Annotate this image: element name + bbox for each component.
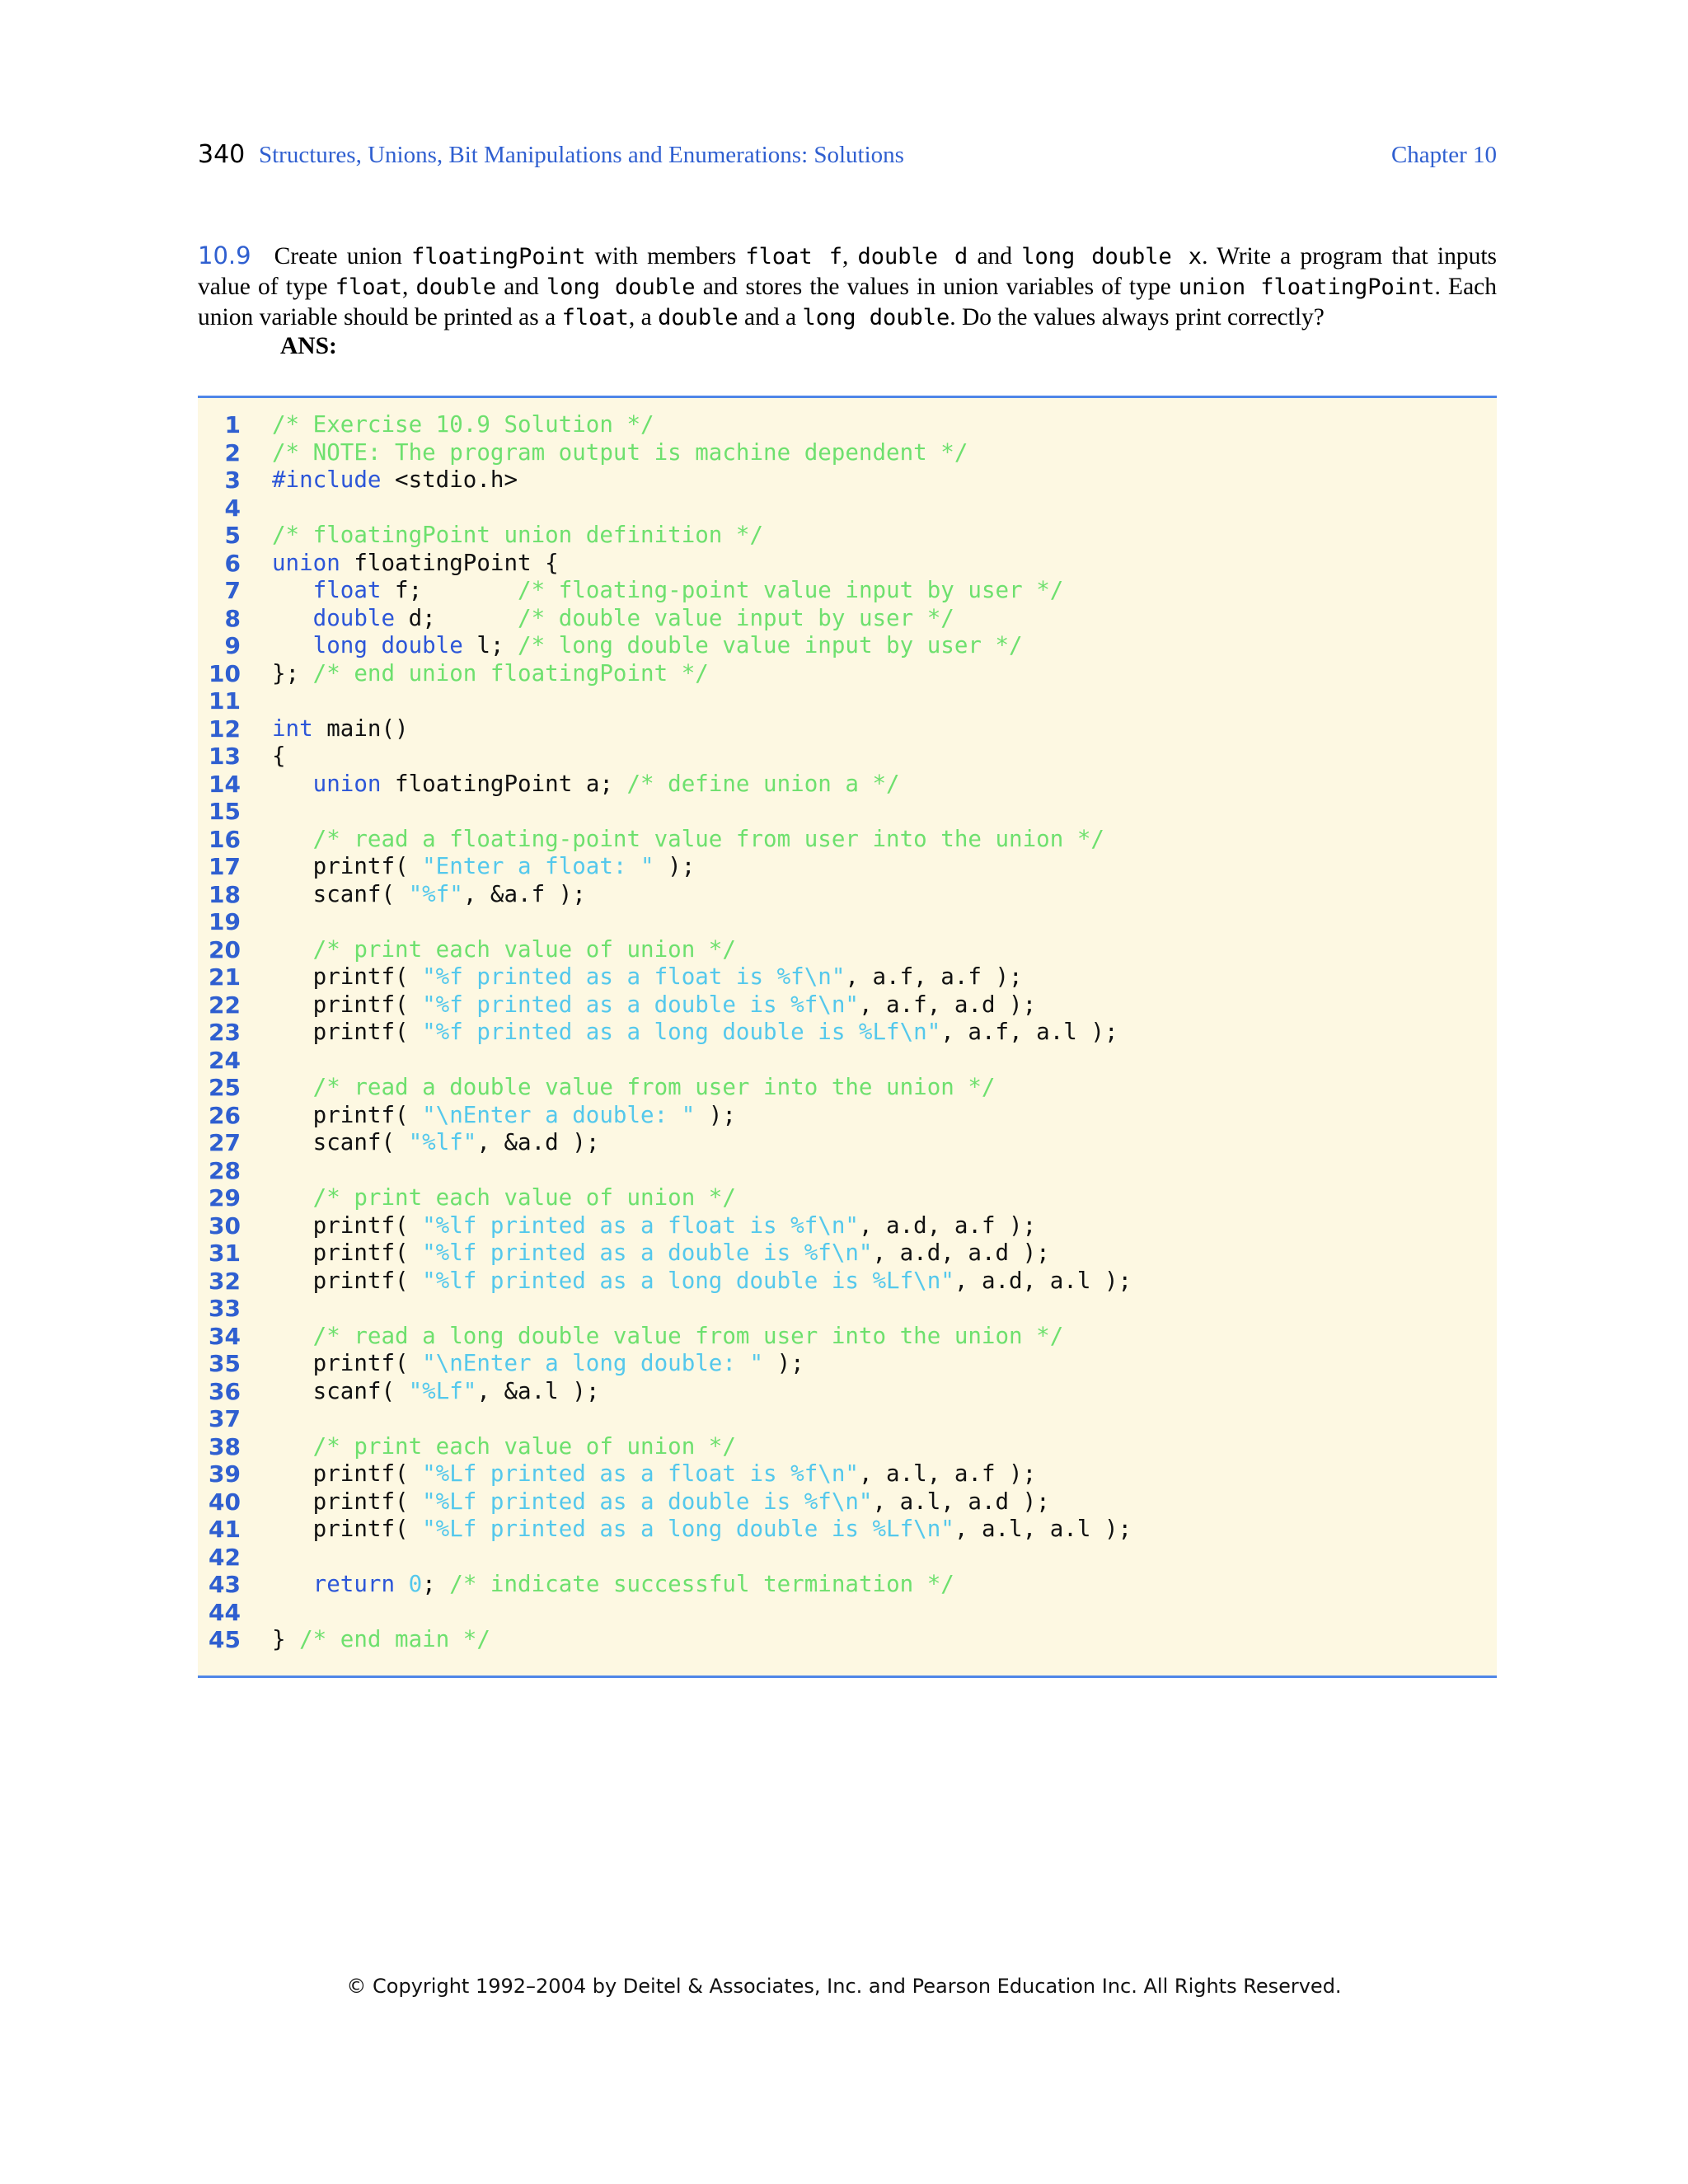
code-token-plain: d;	[395, 604, 518, 631]
code-token-keyword: union	[312, 770, 382, 797]
code-line	[198, 605, 1497, 633]
code-line	[198, 1433, 1497, 1461]
exercise-number: 10.9	[198, 241, 251, 269]
code-token-comment: /* read a long double value from user into the union */	[312, 1322, 1064, 1349]
inline-code: float f	[745, 244, 842, 269]
inline-code: double	[415, 274, 497, 300]
code-line	[198, 936, 1497, 964]
line-number: 25	[209, 1074, 241, 1101]
code-token-plain: );	[695, 1101, 736, 1128]
code-token-plain: printf(	[272, 1460, 423, 1487]
code-line	[198, 577, 1497, 605]
code-token-plain: printf(	[272, 991, 423, 1018]
line-number: 24	[209, 1046, 241, 1074]
code-token-comment: /* print each value of union */	[312, 1184, 736, 1211]
code-text	[272, 715, 409, 743]
code-token-plain: , &a.d );	[476, 1129, 600, 1155]
code-token-comment: /* floatingPoint union definition */	[272, 522, 764, 548]
code-line	[198, 963, 1497, 991]
inline-code: floatingPoint	[411, 244, 586, 269]
code-token-keyword: int	[272, 715, 313, 742]
line-number: 26	[209, 1101, 241, 1129]
code-token-plain: , a.f, a.d );	[858, 991, 1037, 1018]
code-token-comment: /* floating-point value input by user */	[518, 577, 1064, 603]
code-token-keyword: return	[312, 1571, 396, 1597]
code-token-plain: printf(	[272, 1019, 423, 1045]
code-token-string: "%Lf printed as a double is %f\n"	[422, 1488, 873, 1515]
line-number: 40	[209, 1488, 241, 1516]
code-token-string: "%Lf printed as a float is %f\n"	[422, 1460, 859, 1487]
code-token-plain: , a.l, a.f );	[858, 1460, 1037, 1487]
prose-text: ,	[401, 274, 416, 300]
line-number: 28	[209, 1156, 241, 1184]
line-number: 42	[209, 1543, 241, 1571]
code-text	[272, 1019, 1118, 1047]
code-text	[272, 743, 286, 771]
code-token-plain	[272, 771, 313, 797]
code-token-plain: scanf(	[272, 1129, 409, 1155]
code-token-plain: main()	[312, 715, 409, 742]
code-token-plain: , a.f, a.l );	[940, 1019, 1118, 1045]
code-token-plain: };	[272, 659, 313, 687]
code-token-string: "%lf printed as a float is %f\n"	[422, 1212, 859, 1239]
inline-code: long double x	[1021, 244, 1203, 269]
code-line	[198, 1295, 1497, 1323]
code-token-comment: /* read a floating-point value from user into the union */	[312, 825, 1104, 852]
code-token-keyword: #include	[272, 466, 382, 493]
exercise-text	[198, 243, 1497, 330]
code-token-plain: }	[272, 1626, 300, 1652]
line-number: 21	[209, 963, 241, 991]
code-token-plain: printf(	[272, 853, 423, 879]
line-number: 16	[209, 825, 241, 853]
code-line	[198, 1157, 1497, 1185]
line-number: 41	[209, 1516, 241, 1543]
inline-code: union floatingPoint	[1178, 274, 1435, 300]
code-line	[198, 1571, 1497, 1599]
line-number: 15	[209, 798, 241, 825]
running-title: Structures, Unions, Bit Manipulations and Enumerations: Solutions	[259, 142, 904, 168]
code-line	[198, 991, 1497, 1019]
code-token-string: "%lf printed as a double is %f\n"	[422, 1240, 873, 1266]
code-line	[198, 1184, 1497, 1212]
code-line	[198, 1405, 1497, 1433]
code-token-plain: );	[654, 853, 696, 879]
code-text	[272, 660, 709, 688]
code-line	[198, 1212, 1497, 1240]
code-token-plain	[395, 1571, 409, 1597]
code-token-string: "%Lf"	[408, 1377, 477, 1404]
code-text	[272, 1350, 804, 1378]
line-number: 37	[209, 1405, 241, 1432]
code-token-string: "%Lf printed as a long double is %Lf\n"	[422, 1516, 954, 1542]
line-number: 44	[209, 1598, 241, 1626]
code-token-plain: , a.d, a.d );	[872, 1240, 1050, 1266]
code-token-keyword: long double	[312, 632, 463, 658]
prose-text: . Each union variable should be printed as a	[198, 274, 1498, 330]
code-line	[198, 715, 1497, 743]
code-token-string: "\nEnter a long double: "	[422, 1350, 764, 1376]
code-line	[198, 632, 1497, 660]
code-text	[272, 1129, 599, 1157]
code-text	[272, 1516, 1132, 1544]
code-token-plain: printf(	[272, 1350, 423, 1376]
code-token-comment: /* read a double value from user into the union */	[312, 1074, 996, 1100]
inline-code: long double	[546, 274, 696, 300]
code-line	[198, 743, 1497, 771]
code-text	[272, 1488, 1050, 1516]
line-number: 36	[209, 1377, 241, 1405]
code-token-plain: printf(	[272, 1101, 423, 1128]
code-token-plain: , a.l, a.l );	[954, 1516, 1132, 1542]
line-number: 17	[209, 853, 241, 880]
code-token-number: 0	[408, 1571, 423, 1597]
code-token-plain: );	[763, 1350, 804, 1376]
code-token-plain: printf(	[272, 1488, 423, 1515]
code-text	[272, 1323, 1063, 1351]
line-number: 33	[209, 1295, 241, 1322]
code-line	[198, 908, 1497, 936]
code-token-plain: printf(	[272, 1240, 423, 1266]
line-number: 27	[209, 1129, 241, 1156]
code-token-plain: {	[272, 743, 286, 769]
prose-text: Create union	[274, 243, 412, 269]
line-number: 30	[209, 1212, 241, 1240]
code-token-comment: /* end union floatingPoint */	[312, 659, 709, 687]
code-token-plain: floatingPoint a;	[381, 770, 627, 797]
code-text	[272, 550, 559, 578]
code-token-plain	[272, 936, 313, 963]
code-token-plain	[272, 1184, 313, 1211]
line-number: 20	[209, 935, 241, 963]
prose-text: with members	[585, 243, 746, 269]
code-text	[272, 1184, 736, 1212]
line-number: 38	[209, 1432, 241, 1460]
code-token-plain: floatingPoint {	[340, 549, 559, 576]
code-token-plain	[272, 605, 313, 631]
line-number: 9	[224, 632, 241, 659]
line-number: 7	[224, 577, 241, 604]
code-line	[198, 771, 1497, 799]
code-text	[272, 411, 654, 439]
code-token-comment: /* print each value of union */	[312, 1432, 736, 1460]
line-number: 18	[209, 880, 241, 908]
code-token-string: "%f printed as a long double is %Lf\n"	[422, 1019, 941, 1045]
code-lines	[198, 411, 1497, 1654]
prose-text: and	[968, 243, 1022, 269]
code-text	[272, 771, 900, 799]
line-number: 39	[209, 1460, 241, 1488]
code-text	[272, 605, 954, 633]
code-token-plain: f;	[381, 577, 518, 603]
line-number: 11	[209, 687, 241, 715]
code-line	[198, 826, 1497, 854]
running-header	[198, 140, 1497, 176]
code-line	[198, 1102, 1497, 1130]
code-token-comment: /* double value input by user */	[518, 604, 954, 631]
code-text	[272, 577, 1063, 605]
prose-text: . Write a program that inputs value of type	[198, 243, 1498, 300]
code-token-plain: , a.d, a.f );	[858, 1212, 1037, 1239]
code-line	[198, 1516, 1497, 1544]
page-number: 340	[198, 140, 246, 169]
line-number: 6	[224, 549, 241, 577]
code-token-plain: printf(	[272, 1267, 423, 1294]
code-token-plain: ;	[422, 1571, 450, 1597]
line-number: 13	[209, 743, 241, 770]
code-text	[272, 1240, 1050, 1268]
code-text	[272, 439, 968, 467]
code-token-plain: scanf(	[272, 880, 409, 907]
code-line	[198, 798, 1497, 826]
code-token-plain: printf(	[272, 1516, 423, 1542]
code-token-comment: /* print each value of union */	[312, 935, 736, 963]
code-text	[272, 881, 586, 909]
line-number: 5	[224, 522, 241, 549]
code-listing	[198, 396, 1497, 1678]
code-text	[272, 1460, 1036, 1488]
code-line	[198, 1129, 1497, 1157]
code-text	[272, 1268, 1132, 1296]
code-token-plain: scanf(	[272, 1377, 409, 1404]
prose-text: and stores the values in union variables of type	[695, 274, 1179, 300]
code-token-string: "%f"	[408, 880, 463, 907]
code-line	[198, 466, 1497, 494]
code-text	[272, 466, 518, 494]
line-number: 2	[224, 438, 241, 466]
line-number: 4	[224, 494, 241, 522]
code-token-plain: , a.f, a.f );	[845, 963, 1023, 990]
code-token-plain	[272, 1074, 313, 1100]
code-token-comment: /* define union a */	[626, 770, 900, 797]
code-token-plain: , &a.l );	[476, 1377, 600, 1404]
code-token-plain	[272, 1571, 313, 1597]
code-token-plain	[272, 577, 313, 603]
code-token-string: "%lf"	[408, 1129, 477, 1155]
code-token-comment: /* Exercise 10.9 Solution */	[272, 411, 654, 438]
code-text	[272, 1378, 599, 1406]
code-line	[198, 660, 1497, 688]
exercise-statement	[198, 241, 1497, 333]
inline-code: double	[658, 305, 738, 330]
chapter-label: Chapter 10	[1390, 142, 1497, 168]
line-number: 43	[209, 1571, 241, 1598]
line-number: 10	[209, 659, 241, 687]
code-text	[272, 1212, 1036, 1240]
inline-code: float	[335, 274, 402, 300]
code-text	[272, 936, 736, 964]
code-token-string: "%f printed as a double is %f\n"	[422, 991, 859, 1018]
code-token-plain	[272, 1323, 313, 1349]
code-line	[198, 1047, 1497, 1075]
code-line	[198, 522, 1497, 550]
code-token-plain	[272, 632, 313, 658]
line-number: 8	[224, 604, 241, 632]
prose-text: , a	[628, 304, 659, 330]
code-line	[198, 881, 1497, 909]
code-token-string: "%f printed as a float is %f\n"	[422, 963, 846, 990]
line-number: 3	[224, 466, 241, 494]
code-line	[198, 1599, 1497, 1627]
code-text	[272, 1433, 736, 1461]
code-line	[198, 411, 1497, 439]
code-token-plain: printf(	[272, 1212, 423, 1239]
line-number: 29	[209, 1184, 241, 1212]
code-token-plain: l;	[462, 632, 518, 658]
inline-code: long double	[802, 305, 950, 330]
code-line	[198, 1323, 1497, 1351]
code-text	[272, 853, 695, 881]
code-line	[198, 1350, 1497, 1378]
code-token-comment: /* NOTE: The program output is machine dependent */	[272, 438, 968, 466]
line-number: 34	[209, 1322, 241, 1350]
code-text	[272, 632, 1023, 660]
code-token-string: "%lf printed as a long double is %Lf\n"	[422, 1267, 954, 1294]
code-token-comment: /* end main */	[299, 1626, 490, 1652]
code-token-comment: /* long double value input by user */	[518, 632, 1023, 658]
line-number: 35	[209, 1350, 241, 1377]
code-line	[198, 687, 1497, 715]
code-line	[198, 1268, 1497, 1296]
line-number: 12	[209, 715, 241, 743]
code-text	[272, 826, 1104, 854]
line-number: 22	[209, 991, 241, 1019]
code-line	[198, 550, 1497, 578]
code-text	[272, 1571, 954, 1599]
code-line	[198, 1488, 1497, 1516]
code-text	[272, 963, 1023, 991]
code-token-comment: /* indicate successful termination */	[449, 1571, 954, 1597]
line-number: 19	[209, 908, 241, 935]
line-number: 23	[209, 1019, 241, 1046]
code-line	[198, 1544, 1497, 1572]
code-token-plain: <stdio.h>	[381, 466, 518, 493]
code-token-keyword: float	[312, 577, 382, 603]
code-token-plain: printf(	[272, 963, 423, 990]
code-line	[198, 494, 1497, 523]
code-text	[272, 522, 763, 550]
prose-text: ,	[842, 243, 858, 269]
code-line	[198, 439, 1497, 467]
prose-text: and a	[738, 304, 803, 330]
code-token-keyword: double	[312, 604, 396, 631]
line-number: 45	[209, 1626, 241, 1653]
code-line	[198, 1626, 1497, 1654]
code-line	[198, 1460, 1497, 1488]
code-text	[272, 1102, 736, 1130]
code-text	[272, 991, 1036, 1019]
code-token-plain: , a.d, a.l );	[954, 1267, 1132, 1294]
code-token-plain: , a.l, a.d );	[872, 1488, 1050, 1515]
line-number: 14	[209, 770, 241, 798]
inline-code: double d	[857, 244, 968, 269]
copyright-footer: © Copyright 1992–2004 by Deitel & Associates, Inc. and Pearson Education Inc. All Rights Reserved.	[346, 1975, 1342, 1998]
prose-text: and	[496, 274, 546, 300]
code-line	[198, 1019, 1497, 1047]
code-text	[272, 1626, 490, 1654]
prose-text: . Do the values always print correctly?	[950, 304, 1325, 330]
code-text	[272, 1074, 996, 1102]
code-line	[198, 853, 1497, 881]
code-token-string: "\nEnter a double: "	[422, 1101, 696, 1128]
inline-code: float	[561, 305, 629, 330]
code-line	[198, 1074, 1497, 1102]
code-line	[198, 1240, 1497, 1268]
code-token-string: "Enter a float: "	[422, 853, 654, 879]
code-line	[198, 1378, 1497, 1406]
line-number: 1	[224, 411, 241, 438]
code-token-plain	[272, 826, 313, 852]
code-token-plain	[272, 1433, 313, 1460]
answer-label: ANS:	[280, 333, 337, 359]
code-token-plain: , &a.f );	[462, 880, 586, 907]
code-token-keyword: union	[272, 549, 340, 576]
line-number: 32	[209, 1267, 241, 1295]
line-number: 31	[209, 1240, 241, 1267]
